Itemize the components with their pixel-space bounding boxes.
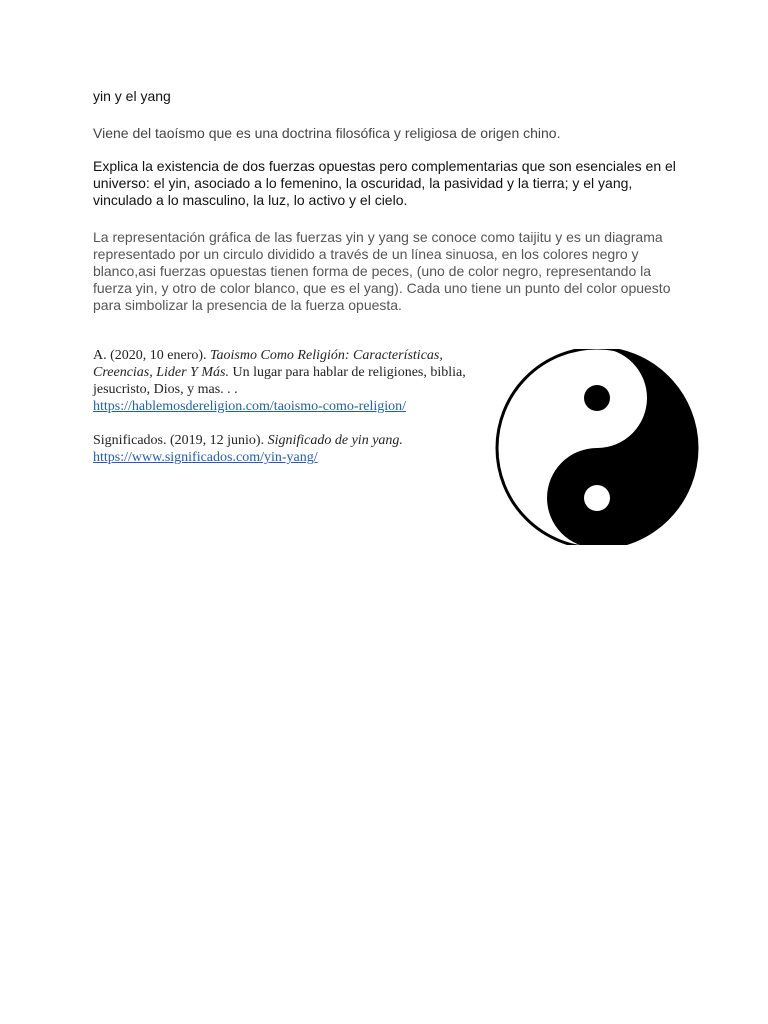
- document-title: yin y el yang: [93, 88, 171, 104]
- reference-2-title: Significado de yin yang.: [267, 433, 403, 448]
- reference-2-link[interactable]: https://www.significados.com/yin-yang/: [93, 450, 318, 465]
- reference-2: [93, 432, 493, 466]
- reference-1: [93, 347, 493, 415]
- reference-1-author: A. (2020, 10 enero).: [93, 348, 211, 363]
- paragraph-explanation: Explica la existencia de dos fuerzas opuestas pero complementarias que son esenciales en el universo: el yin, asociado a lo femenino, la oscuridad, la pasividad y la tierra; y el yang, vinculado a lo masculino, la luz, lo activo y el cielo.: [93, 158, 676, 208]
- paragraph-representation: La representación gráfica de las fuerzas yin y yang se conoce como taijitu y es un diagrama representado por un circulo dividido a través de un línea sinuosa, en los colores negro y blanco,asi fuerzas opuestas tienen forma de peces, (uno de color negro, representando la fuerza yin, y otro de color blanco, que es el yang). Cada uno tiene un punto del color opuesto para simbolizar la presencia de la fuerza opuesta.: [93, 229, 671, 313]
- reference-1-description: Un lugar para hablar de religiones, biblia, jesucristo, Dios, y mas. . .: [93, 365, 466, 397]
- reference-2-author: Significados. (2019, 12 junio).: [93, 433, 268, 448]
- reference-1-link[interactable]: https://hablemosdereligion.com/taoismo-como-religion/: [93, 399, 406, 414]
- paragraph-origin: Viene del taoísmo que es una doctrina filosófica y religiosa de origen chino.: [93, 125, 561, 141]
- yin-yang-icon: [494, 349, 700, 545]
- reference-1-title: Taoismo Como Religión: Características, Creencias, Lider Y Más.: [93, 348, 443, 380]
